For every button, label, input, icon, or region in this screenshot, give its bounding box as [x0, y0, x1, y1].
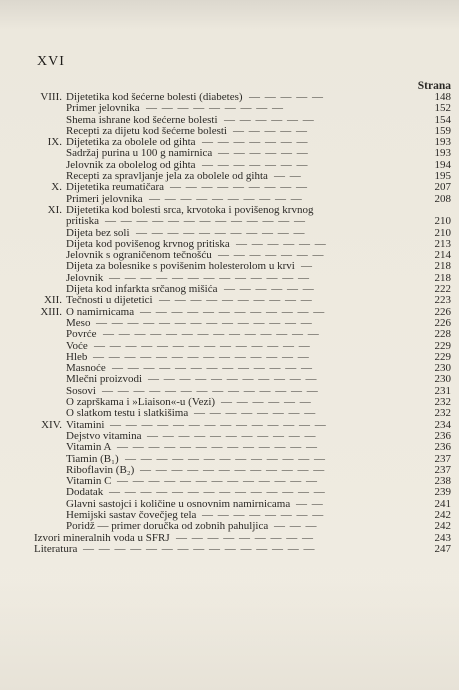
leader-dashes: — — — — — — — — — — — — — —: [96, 316, 313, 329]
leader-dashes: — — — — — — — — — — — —: [140, 463, 326, 476]
entry-title: Izvori mineralnih voda u SFRJ: [34, 531, 170, 544]
leader-dashes: — — — — — —: [236, 237, 327, 250]
entry-title: Tiamin (B₁): [66, 452, 119, 465]
leader-dashes: — — — — — —: [221, 396, 312, 409]
chapter-number: XII.: [43, 294, 62, 307]
toc-entry: [0, 182, 459, 193]
entry-page-number: 229: [434, 350, 451, 363]
entry-page-number: 154: [434, 113, 451, 126]
entry-title: Shema ishrane kod šećerne bolesti: [66, 113, 218, 126]
entry-title: Jelovnik s ograničenom tečnošću: [66, 249, 212, 262]
entry-title: Vitamin A: [66, 441, 112, 454]
leader-dashes: — — — — —: [249, 91, 324, 103]
entry-page-number: 208: [434, 192, 451, 205]
leader-dashes: — — — — — — — — — — —: [136, 226, 306, 239]
entry-title: Hemijski sastav čovečjeg tela: [66, 508, 197, 521]
entry-page-number: 195: [434, 170, 451, 183]
entry-title: Povrće: [66, 328, 97, 341]
leader-dashes: —: [301, 260, 313, 273]
entry-page-number: 242: [434, 508, 451, 521]
entry-title: Literatura: [34, 542, 78, 555]
entry-title: O namirnicama: [66, 305, 135, 318]
leader-dashes: — — — — — —: [224, 113, 315, 126]
chapter-number: VIII.: [40, 91, 62, 103]
entry-title: Tečnosti u dijetetici: [66, 294, 153, 307]
toc-entry: [0, 408, 459, 419]
entry-page-number: 230: [434, 362, 451, 375]
entry-page-number: 234: [434, 418, 451, 431]
entry-title: Voće: [66, 339, 88, 352]
chapter-number: IX.: [47, 136, 62, 149]
entry-title: Dejstvo vitamina: [66, 429, 142, 442]
entry-title: Dodatak: [66, 486, 104, 499]
entry-page-number: 232: [434, 396, 451, 409]
entry-title: Jelovnik: [66, 271, 104, 284]
leader-dashes: — — — — — — — — — — — — — — —: [83, 542, 316, 555]
leader-dashes: — —: [274, 170, 302, 183]
entry-title: Jelovnik za obolelog od gihta: [66, 158, 196, 171]
entry-title: Dijeta kod povišenog krvnog pritiska: [66, 237, 230, 250]
entry-page-number: 228: [434, 328, 451, 341]
toc-entry: [0, 295, 459, 306]
leader-dashes: — — — — — — —: [202, 136, 309, 149]
entry-title: Dijetetika za obolele od gihta: [66, 136, 196, 149]
leader-dashes: — — — — —: [233, 124, 308, 137]
leader-dashes: — — — — — — — — — — — — — —: [94, 339, 311, 352]
leader-dashes: — — — — — —: [218, 147, 309, 160]
table-of-contents: [0, 92, 459, 555]
leader-dashes: — — — — — — — — — — — — — —: [109, 486, 326, 499]
leader-dashes: — — — — — — — — — — — — —: [125, 452, 326, 465]
leader-dashes: — — — — — — — — — —: [159, 294, 313, 307]
entry-page-number: 218: [434, 271, 451, 284]
entry-title: pritiska: [66, 215, 99, 228]
entry-title: Dijetetika kod šećerne bolesti (diabetes): [66, 91, 243, 103]
page-number: XVI: [37, 54, 65, 69]
chapter-number: XIII.: [40, 305, 62, 318]
entry-page-number: 213: [434, 237, 451, 250]
entry-title: Dijeta za bolesnike s povišenim holesterolom u krvi: [66, 260, 295, 273]
entry-page-number: 222: [434, 283, 451, 296]
entry-page-number: 194: [434, 158, 451, 171]
entry-page-number: 239: [434, 486, 451, 499]
entry-title: Vitamini: [66, 418, 105, 431]
leader-dashes: — — — — — — — — —: [170, 181, 308, 194]
entry-page-number: 230: [434, 373, 451, 386]
entry-page-number: 243: [434, 531, 451, 544]
toc-entry: [0, 216, 459, 227]
entry-title: Hleb: [66, 350, 88, 363]
entry-title: O zaprškama i »Liaison«-u (Vezi): [66, 396, 216, 409]
leader-dashes: — — — — — — — — — — — — —: [112, 362, 313, 375]
entry-title: Sadržaj purina u 100 g namirnica: [66, 147, 213, 160]
entry-page-number: 229: [434, 339, 451, 352]
leader-dashes: — —: [296, 497, 324, 510]
entry-page-number: 247: [434, 542, 451, 555]
entry-title: Dijetetika kod bolesti srca, krvotoka i povišenog krvnog: [66, 203, 314, 216]
leader-dashes: — — — — — — — — — — —: [148, 373, 318, 386]
toc-entry: [0, 521, 459, 532]
entry-title: Mlečni proizvodi: [66, 373, 143, 386]
chapter-number: X.: [51, 181, 62, 194]
leader-dashes: — — — — — — — — — — — — — —: [93, 350, 310, 363]
page-column-header: Strana: [417, 80, 451, 92]
entry-page-number: 218: [434, 260, 451, 273]
leader-dashes: — — — — — — — — — — — — — —: [102, 384, 319, 397]
entry-page-number: 223: [434, 294, 451, 307]
leader-dashes: — — — — — — — — —: [176, 531, 314, 544]
entry-page-number: 242: [434, 520, 451, 533]
entry-page-number: 193: [434, 136, 451, 149]
entry-page-number: 159: [434, 124, 451, 137]
entry-page-number: 210: [434, 215, 451, 228]
chapter-number: XI.: [47, 203, 62, 216]
chapter-number: XIV.: [41, 418, 62, 431]
entry-page-number: 231: [434, 384, 451, 397]
entry-page-number: 241: [434, 497, 451, 510]
toc-entry: [0, 103, 459, 114]
entry-page-number: 237: [434, 452, 451, 465]
leader-dashes: — — — — — — — — — — — — — —: [110, 418, 327, 431]
entry-title: Glavni sastojci i količine u osnovnim namirnicama: [66, 497, 291, 510]
entry-title: Poridž — primer doručka od zobnih pahuljica: [66, 520, 269, 533]
leader-dashes: — — — — — — —: [218, 249, 325, 262]
entry-page-number: 236: [434, 429, 451, 442]
page-shadow: [0, 580, 459, 690]
entry-title: Dijeta bez soli: [66, 226, 130, 239]
leader-dashes: — — — — — — — — — — —: [147, 429, 317, 442]
entry-title: Dijetetika reumatičara: [66, 181, 165, 194]
leader-dashes: — — — — — — — — — — — — —: [109, 271, 310, 284]
entry-title: Meso: [66, 316, 91, 329]
toc-entry: [0, 442, 459, 453]
entry-page-number: 207: [434, 181, 451, 194]
toc-entry: [0, 544, 459, 555]
entry-page-number: 214: [434, 249, 451, 262]
leader-dashes: — — — — — — — — — — — — —: [105, 215, 306, 228]
leader-dashes: — — — — — — — — — — — — — —: [103, 328, 320, 341]
entry-page-number: 226: [434, 316, 451, 329]
leader-dashes: — — — — — — —: [202, 158, 309, 171]
leader-dashes: — — — — — — — — —: [146, 102, 284, 115]
entry-title: Primer jelovnika: [66, 102, 140, 115]
leader-dashes: — — — — — — — —: [194, 407, 317, 420]
leader-dashes: — — —: [274, 520, 318, 533]
leader-dashes: — — — — — —: [224, 283, 315, 296]
entry-page-number: 238: [434, 475, 451, 488]
entry-title: Recepti za dijetu kod šećerne bolesti: [66, 124, 227, 137]
entry-title: Sosovi: [66, 384, 96, 397]
entry-page-number: 210: [434, 226, 451, 239]
entry-title: Dijeta kod infarkta srčanog mišića: [66, 283, 218, 296]
toc-entry: [0, 487, 459, 498]
entry-title: O slatkom testu i slatkišima: [66, 407, 189, 420]
leader-dashes: — — — — — — — — — — — —: [140, 305, 326, 318]
entry-title: Recepti za spravljanje jela za obolele od gihta: [66, 170, 268, 183]
leader-dashes: — — — — — — — — — — — — —: [117, 475, 318, 488]
leader-dashes: — — — — — — — — — —: [149, 192, 303, 205]
entry-page-number: 232: [434, 407, 451, 420]
leader-dashes: — — — — — — — —: [202, 508, 325, 521]
entry-title: Masnoće: [66, 362, 106, 375]
entry-page-number: 226: [434, 305, 451, 318]
leader-dashes: — — — — — — — — — — — — —: [117, 441, 318, 454]
entry-title: Vitamin C: [66, 475, 112, 488]
entry-page-number: 152: [434, 102, 451, 115]
toc-entry: [0, 329, 459, 340]
entry-title: Riboflavin (B₂): [66, 463, 135, 476]
entry-title: Primeri jelovnika: [66, 192, 143, 205]
entry-page-number: 236: [434, 441, 451, 454]
entry-page-number: 237: [434, 463, 451, 476]
entry-page-number: 148: [434, 91, 451, 103]
entry-page-number: 193: [434, 147, 451, 160]
